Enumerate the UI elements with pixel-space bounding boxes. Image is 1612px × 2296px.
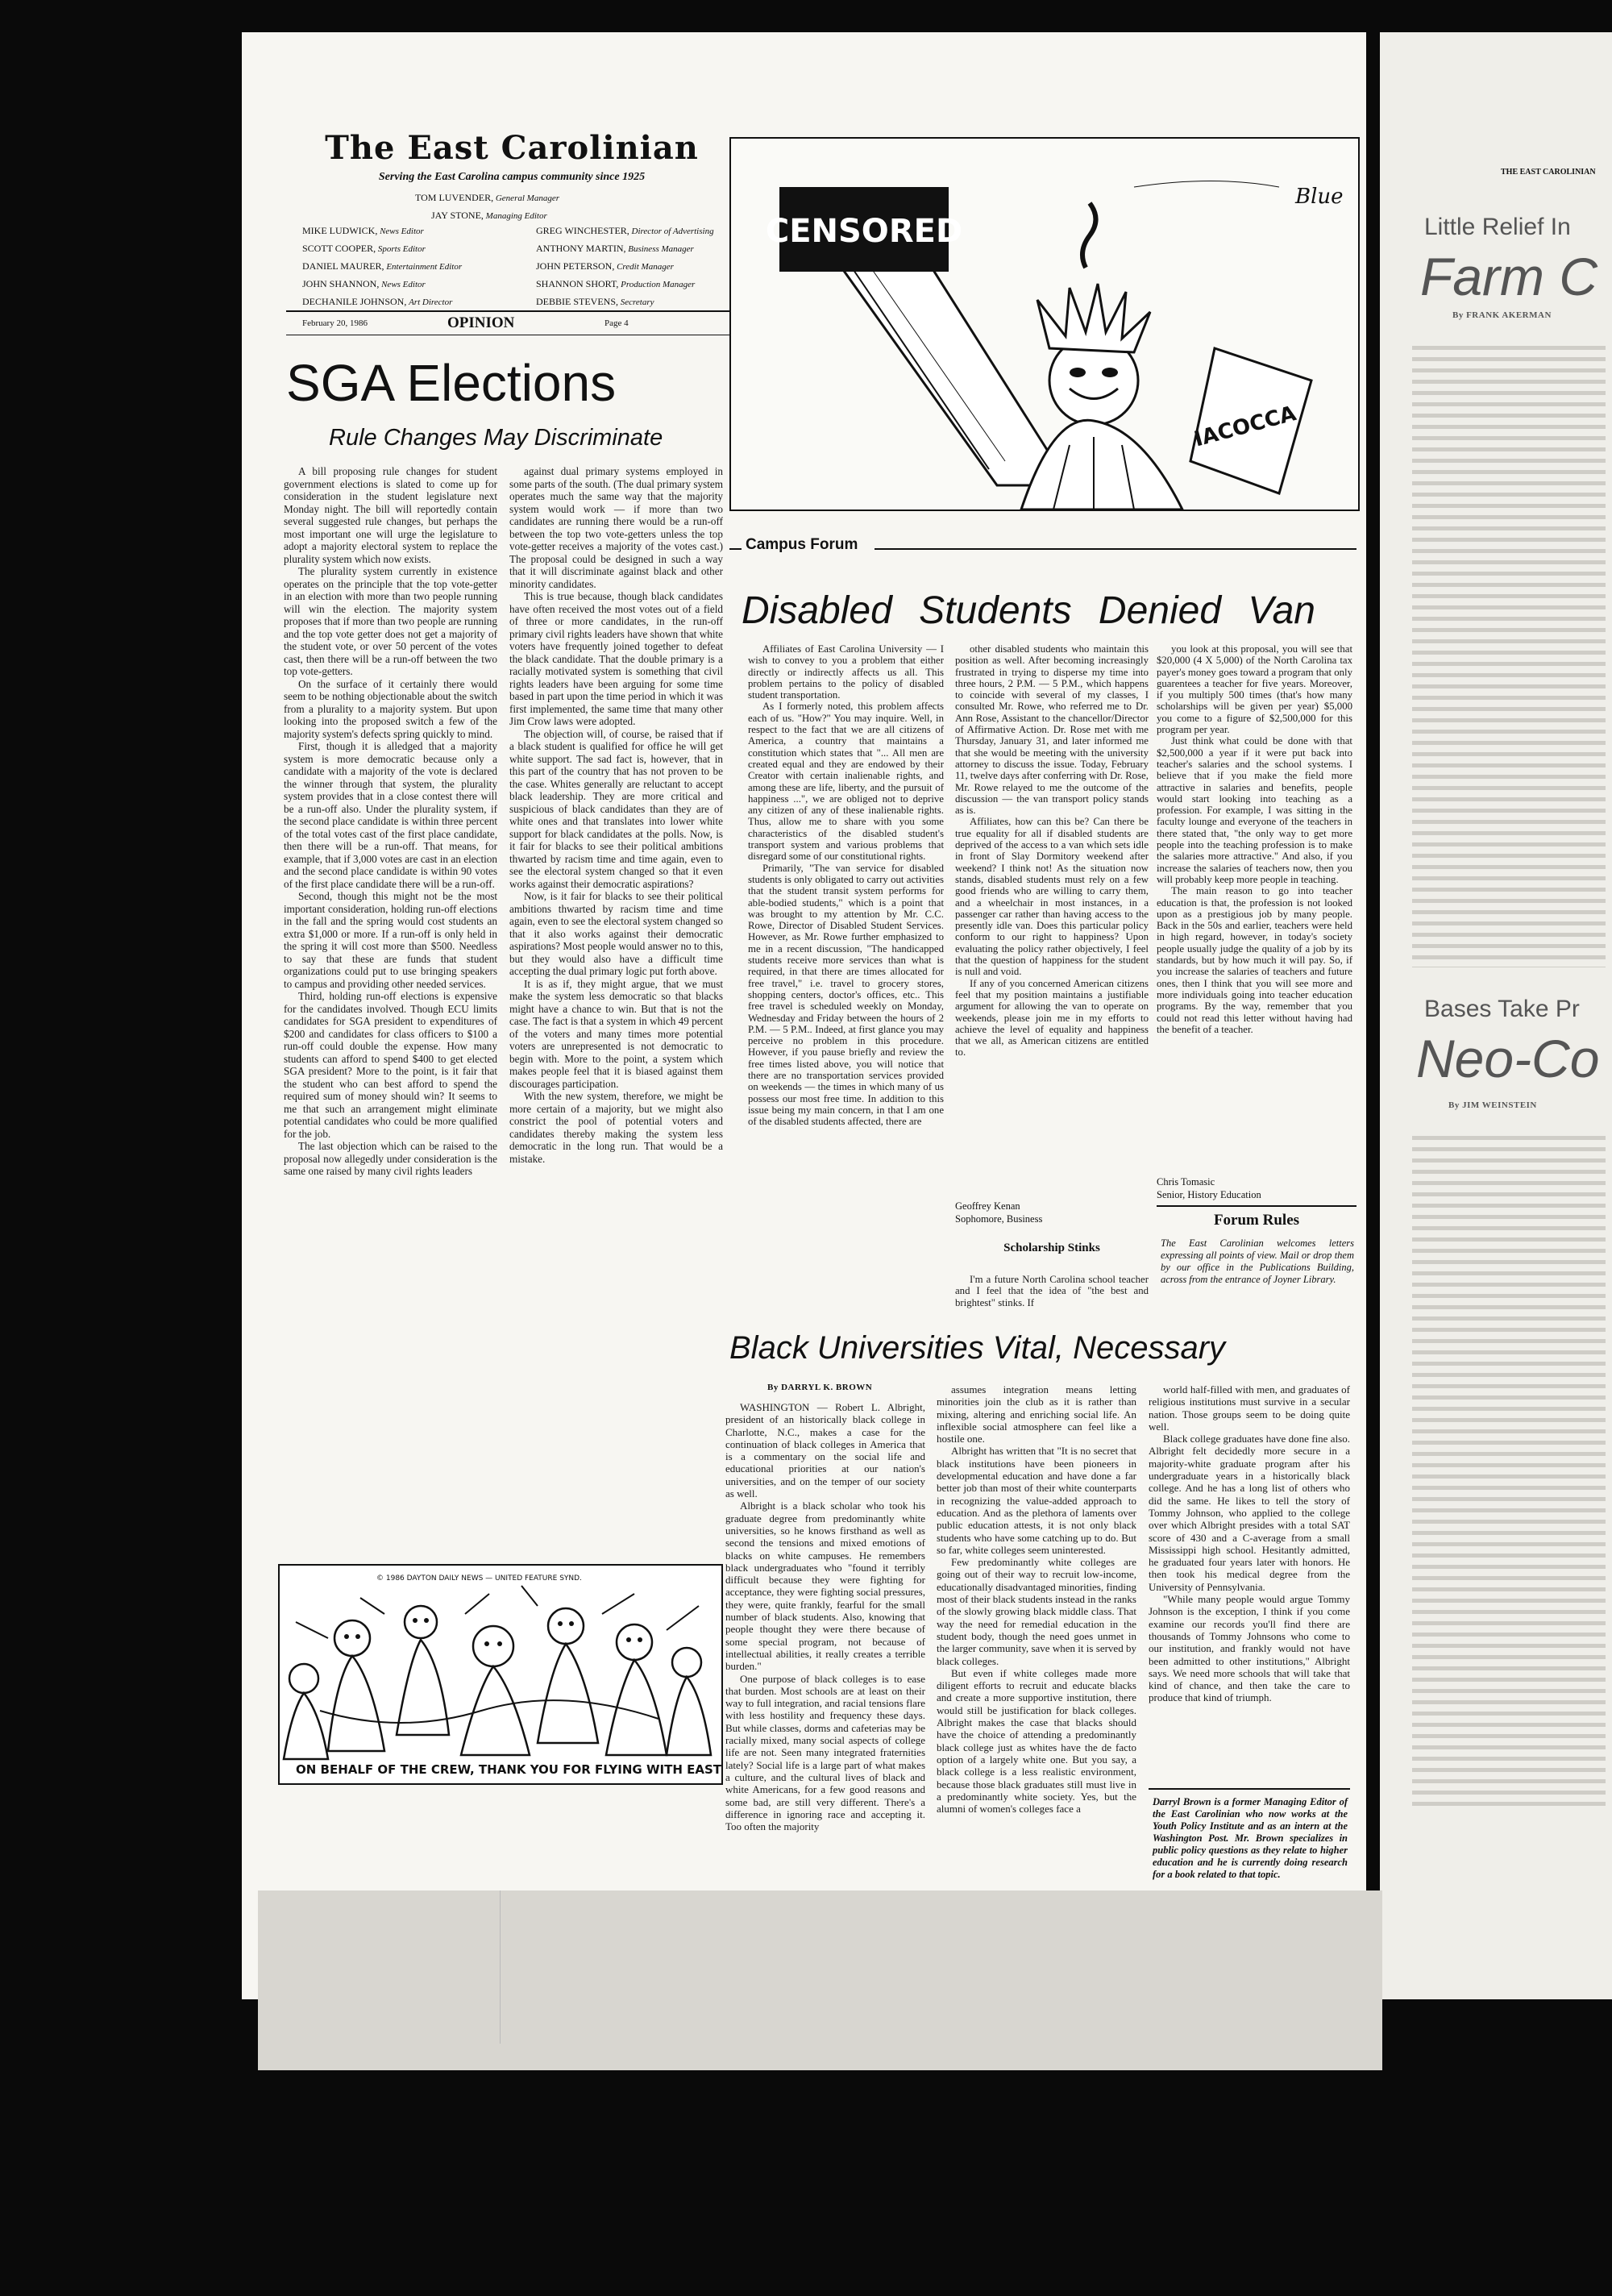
author-bio: Darryl Brown is a former Managing Editor of the East Carolinian who now works at the Youth Policy Institute and as an intern at the Washington Post. Mr. Brown specializes in public policy questions as they relate to higher education and he is currently doing research for a book related to that topic. — [1153, 1796, 1348, 1880]
adjacent-page-tag: THE EAST CAROLINIAN — [1501, 168, 1596, 177]
adjacent-byline-2: By JIM WEINSTEIN — [1448, 1100, 1537, 1110]
forum-rule-right — [875, 548, 1356, 550]
sga-column-2: against dual primary systems employed in some parts of the south. (The dual primary system operates much the same way that the majority system would work — if more than two candidates are running there would be a run-off between the top two vote-getters unless the top vote-getter receives a majority of the votes cast.) The proposal could be designed in such a way that it will discriminate against black and other minority candidates. This is true because, though black candidates have often received the most votes out of a field of three or more candidates, in the run-off primary civil rights leaders have shown that white voters have frequently joined together to defeat the black candidate. That the double primary is a racially motivated system is something that civil rights leaders have been arguing for some time based in part upon the time period in which it was first implemented, the same time that many other Jim Crow laws were adopted. The objection will, of course, be raised that if a black student is qualified for office he will get white support. The sad fact is, however, that in this part of the country that has not proven to be the case. Whites generally are reluctant to accept black leadership. They are more critical and suspicious of black candidates than they are of white ones and that translates into lower white support for black candidates at the polls. Now, is it fair for blacks to see their political ambitions thwarted by racism time and time again, even to see the electoral system changed so that it even works against their democratic aspirations? Now, is it fair for blacks to see their political ambitions thwarted by racism time and time again, even to see the electoral system changed so that it also works against their democratic aspirations? Most people would answer no to this, but they would also have a difficult time accepting the dual primary logic put forth above. It is as if, they might argue, that we must make the system less democratic so that blacks might have a chance to win. But that is not the case. The fact is that a system in which 49 percent of the voters and many times more potential voters are unrepresented is not democratic to begin with. More to the point, a system which makes people feel that it is biased against them discourages participation. With the new system, therefore, we might be more certain of a majority, but we might also constrict the pool of potential voters and candidates thereby making the system less democratic in the long run. That would be a mistake. — [509, 465, 723, 1165]
staff-entry: JOHN SHANNON, News Editor — [302, 278, 426, 289]
adjacent-byline-1: By FRANK AKERMAN — [1452, 310, 1552, 320]
censored-cartoon-drawing — [731, 139, 1358, 510]
black-univ-column-3: world half-filled with men, and graduates of religious institutions must survive in a secular nation. Those groups seem to be doing quite well. Black college graduates have done fine also. Albright felt decidedly more secure in a majority-white graduate program after his undergraduate years in a historically black college. And he has a long list of others who did the same. He likes to tell the story of Tommy Johnson, who applied to the college over which Albright presides with a total SAT score of 430 and a C-average from a small Mississippi high school. Hesitantly admitted, he graduated four years later with honors. He then took his medical degree from the University of Pennsylvania. "While many people would argue Tommy Johnson is the exception, I think if you come examine our records you'll find there are thousands of Tommy Johnsons who come to our institution, and frankly would not have been admitted to other institutions," Albright says. We need more schools that will take that kind of chance, and then take the care to produce that kind of triumph. — [1149, 1383, 1350, 1704]
forum-rules-head: Forum Rules — [1213, 1212, 1300, 1229]
sga-column-1: A bill proposing rule changes for student government elections is slated to come up for consideration in the student legislature next Monday night. The bill will reportedly contain several suggested rule changes, but perhaps the most important one will urge the legislature to adopt a majority electoral system to replace the plurality system which now exists. The plurality system currently in existence operates on the principle that the top vote-getter in an election with more than two people running will win the election. The majority system proposes that if more than two people are running and the top vote getter does not get a majority of the student vote, or over 50 percent of the votes cast, then there will be a run-off between the two top vote-getters. On the surface of it certainly there would seem to be nothing objectionable about the switch from a plurality to a majority system. But upon looking into the proposed switch a few of the majority system's defects spring quickly to mind. First, though it is alledged that a majority system is more democratic because only a candidate with a majority of the vote is declared the winner through that system, the plurality system provides that in a close contest there will be a run-off also. Under the plurality system, if the second place candidate is within three percent of the total votes cast of the first place candidate, then there will be a run-off. That means, for example, that if 3,000 votes are cast in an election and the second place candidate is within 90 votes of the first place candidate there will be a run-off. Second, though this might not be the most important consideration, holding run-off elections in the fall and the spring would cost students an extra $1,000 or more. If a run-off is only held in the spring it will cost more than $500. Needless to say that these are funds that student organizations could put to use bringing speakers to campus and providing other needed services. Third, holding run-off elections is expensive for the candidates involved. Though ECU limits candidates for SGA president to expenditures of $200 and candidates for class officers to $100 a run-off could double the expense. How many students can afford to spend $400 to get elected SGA president? More to the point, is it fair that the student who can best afford to spend the required sum of money should win? It seems to me that such an arrangement might eliminate potential candidates who could be more qualified for the job. The last objection which can be raised to the proposal now allegedly under consideration is the same one raised by many civil rights leaders — [284, 465, 497, 1177]
forum-signature-1 — [955, 1200, 1042, 1225]
scholarship-subhead: Scholarship Stinks — [1003, 1242, 1100, 1254]
signer-name: Chris Tomasic — [1157, 1176, 1215, 1188]
bio-rule — [1149, 1788, 1350, 1790]
forum-signature-2 — [1157, 1175, 1261, 1201]
adjacent-page — [1380, 32, 1612, 1999]
eastern-cartoon — [278, 1564, 723, 1785]
censored-cartoon — [729, 137, 1360, 511]
forum-label: Campus Forum — [746, 536, 858, 553]
adjacent-headline-1a: Little Relief In — [1424, 214, 1571, 240]
cartoon-caption: ON BEHALF OF THE CREW, THANK YOU FOR FLYING WITH EASTERN... — [296, 1762, 721, 1777]
black-univ-column-2: assumes integration means letting minorities join the club as it is rather than mixing, altering and enriching social life. An inflexible social atmosphere can feel like a hostile one. Albright has written that "It is no secret that black institutions have been pioneers in developmental education and have done a far better job than most of their white counterparts in recognizing the value-added approach to education. And as the plethora of laments over public education attests, it is not only black students who have some catching up to do. But so far, white colleges seem uninterested. Few predominantly white colleges are going out of their way to recruit low-income, educationally disadvantaged minorities, finding most of their black students instead in the ranks of the slowly growing black middle class. That way the need for remedial education in the student body, though the need goes unmet in the larger community, save when it is served by black colleges. But even if white colleges made more diligent efforts to recruit and educate blacks and create a more supportive institution, there would still be justification for black colleges. Albright makes the case that blacks should have the choice of attending a predominantly black college just as whites have the de facto option of a largely white one. But you say, a black college is a less realistic environment, because those black graduates still must live in a predominantly white society. Yes, but the alumni of women's colleges face a — [937, 1383, 1136, 1816]
staff-right — [536, 223, 746, 311]
adjacent-headline-1b: Farm C — [1420, 247, 1597, 306]
forum-headline: Disabled Students Denied Van — [742, 589, 1315, 632]
signer-title: Sophomore, Business — [955, 1213, 1043, 1225]
cartoon-credit: © 1986 DAYTON DAILY NEWS — UNITED FEATURE SYND. — [376, 1574, 582, 1583]
signer-name: Geoffrey Kenan — [955, 1200, 1020, 1212]
masthead-tagline: Serving the East Carolina campus community since 1925 — [378, 171, 646, 183]
newspaper-page — [242, 32, 1366, 1999]
forum-rule-left — [729, 548, 742, 550]
iacocca-paper-text: IACOCCA — [1191, 401, 1299, 452]
sga-subhead: Rule Changes May Discriminate — [329, 425, 663, 451]
black-univ-headline: Black Universities Vital, Necessary — [729, 1330, 1226, 1366]
page-number: Page 4 — [604, 318, 629, 328]
signer-title: Senior, History Education — [1157, 1189, 1261, 1200]
staff-top — [415, 189, 673, 225]
staff-entry: SCOTT COOPER, Sports Editor — [302, 243, 426, 254]
issue-date: February 20, 1986 — [302, 318, 368, 328]
forum-column-3: you look at this proposal, you will see that $20,000 (4 X 5,000) of the North Carolina tax payer's money goes toward a program that only guarentees a teacher for five years. Moreover, if you multiply 500 times (that's how many scholarships will be given per year) $5,000 you come to a figure of $2,500,000 for this program per year. Just think what could be done with that $2,500,000 a year if it were put back into teacher's salaries and the school systems. I believe that if you make the field more attractive in salaries and benefits, people would start looking into teaching as a profession. For example, I was sitting in the faculty lounge and everyone of the teachers in there stated that, "the only way to get more people into the teaching profession is to make the salaries more attractive." And also, if you increase the salaries of teachers now, then you will probably keep more people in teaching. The main reason to go into teacher education is that, the profession is not looked upon as a prestigious job by many people. Back in the 50s and earlier, teachers were held in high regard, however, in today's society people usually judge the quality of a job by its standards, but by how much it will pay. So, if you increase the salaries of teachers and future ones, then I think that you will see more and more individuals going into teacher education programs. By the way, remember that you could not read this letter without having had the benefit of a teacher. — [1157, 643, 1352, 1035]
masthead-title: The East Carolinian — [325, 129, 699, 167]
cartoonist-signature: Blue — [1295, 185, 1344, 209]
staff-entry: DECHANILE JOHNSON, Art Director — [302, 296, 453, 307]
staff-entry: DANIEL MAURER, Entertainment Editor — [302, 260, 463, 272]
adjacent-headline-2b: Neo-Co — [1416, 1029, 1600, 1088]
section-name: OPINION — [447, 314, 515, 331]
forum-column-1: Affiliates of East Carolina University — I wish to convey to you a problem that either directly or indirectly affects us all. This problem pertains to the policy of disabled student transportation. As I formerly noted, this problem affects each of us. "How?" You may inquire. Well, in respect to the fact that we are all citizens of America, a country that maintains a constitution which states that "... All men are created equal and they are endowed by their Creator with certain inalienable rights, and among these are life, liberty, and the pursuit of happiness ...", we are obliged not to deprive any citizen of any of these inalienable rights. Thus, allow me to share with you some characteristics of the disabled student's transport system and various problems that disregard some of our constitutional rights. Primarily, "The van service for disabled students is only obligated to carry out activities that the student transit system performs for able-bodied students," which is a point that was brought to my attention by Mr. C.C. Rowe, Director of Disabled Student Services. However, as Mr. Rowe further emphasized to me in a recent discussion, "The handicapped students receive more services than what is required, in that there are times allocated for free travel," i.e. travel to grocery stores, shopping centers, doctor's offices, etc.. This free travel is scheduled weekly on Monday, Wednesday and Friday between the hours of 2 P.M. — 5 P.M.. Indeed, at first glance you may perceive no problem in this procedure. However, if you pause briefly and review the free times listed above, you will notice that there are no transportation services provided on weekends — the times in which many of us possess our most free time. In addition to this issue being my main concern, in that I am one of the disabled students affected, there are — [748, 643, 944, 1128]
staff-entry: GREG WINCHESTER, Director of Advertising — [536, 225, 714, 236]
masthead-rule — [286, 310, 762, 312]
black-univ-byline: By DARRYL K. BROWN — [767, 1383, 873, 1392]
forum-rules-rule — [1157, 1205, 1356, 1207]
staff-entry: JAY STONE, Managing Editor — [431, 210, 547, 221]
staff-entry: ANTHONY MARTIN, Business Manager — [536, 243, 694, 254]
scholarship-intro: I'm a future North Carolina school teacher and I feel that the idea of "the best and brightest" stinks. If — [955, 1274, 1149, 1308]
black-univ-column-1: WASHINGTON — Robert L. Albright, president of an historically black college in Charlotte, N.C., makes a case for the continuation of black colleges in America that is a commentary on the social life and educational priorities at our nation's universities, and on the temper of our society as well. Albright is a black scholar who took his graduate degree from predominantly white universities, so he knows firsthand as well as second the tensions and mixed emotions of blacks on white campuses. He remembers black undergraduates who "found it terribly difficult because they were fighting for acceptance, they were fighting social pressures, they were, quite frankly, fearful for the small number of black students. Also, knowing that people thought they were there because of some special program, not because of intellectual abilities, it really creates a terrible burden." One purpose of black colleges is to ease that burden. Most schools are at least on their way to full integration, and racial tensions flare with less hostility and frequency these days. But while classes, dorms and cafeterias may be racially mixed, many social aspects of college life are not. Seen many integrated fraternities lately? Social life is a large part of what makes a culture, and the cultural lives of black and white Americans, for a few good reasons and some bad, are still very different. There's a difference in ignoring race and accepting it. Too often the majority — [725, 1401, 925, 1833]
sga-headline: SGA Elections — [286, 354, 617, 412]
censored-sign-text: CENSORED — [765, 213, 963, 250]
forum-column-2: other disabled students who maintain this position as well. After becoming increasingly frustrated in trying to disperse my time into three hours, 2 P.M. — 5 P.M., which happens to coincide with several of my classes, I consulted Mr. Rowe, who referred me to Dr. Ann Rose, Assistant to the chancellor/Director of Affirmative Action. Dr. Rose met with me Thursday, January 31, and later informed me that she would be meeting with the university attorney to discuss the issue. Today, February 11, twelve days after conferring with Dr. Rose, Mr. Rowe relayed to me the outcome of the discussion — the van transport policy stands as is. Affiliates, how can this be? Can there be true equality for all if disabled students are deprived of the access to a van which sets idle in front of Slay Dormitory weekend after weekend? I think not! As the situation now stands, disabled students must rely on a few good friends who are willing to carry them, and a wheelchair in most instances, in a passenger car rather than having access to the presently idle van. Does this particular policy conform to our right to happiness? Upon evaluating the policy rather objectively, I feel that the question of happiness for the student is null and void. If any of you concerned American citizens feel that my position maintains a justifiable argument for allowing the van to operate on weekends, please join me in my efforts to achieve the level of equality and happiness that we all, as American citizens are entitled to. — [955, 643, 1149, 1059]
adjacent-text-block-2 — [1412, 1129, 1606, 1806]
staff-entry: MIKE LUDWICK, News Editor — [302, 225, 424, 236]
adjacent-headline-2a: Bases Take Pr — [1424, 996, 1580, 1022]
staff-entry: JOHN PETERSON, Credit Manager — [536, 260, 674, 272]
staff-entry: DEBBIE STEVENS, Secretary — [536, 296, 654, 307]
staff-left — [302, 223, 512, 311]
adjacent-text-block-1 — [1412, 339, 1606, 967]
staff-entry: SHANNON SHORT, Production Manager — [536, 278, 696, 289]
scan-calibration-card — [258, 1890, 501, 2044]
scan-bottom-strip — [258, 1890, 1382, 2070]
staff-entry: TOM LUVENDER, General Manager — [415, 192, 559, 203]
forum-rules-text: The East Carolinian welcomes letters expressing all points of view. Mail or drop them by our office in the Publications Building, across from the entrance of Joyner Library. — [1161, 1237, 1354, 1285]
eastern-cartoon-drawing — [280, 1566, 721, 1783]
